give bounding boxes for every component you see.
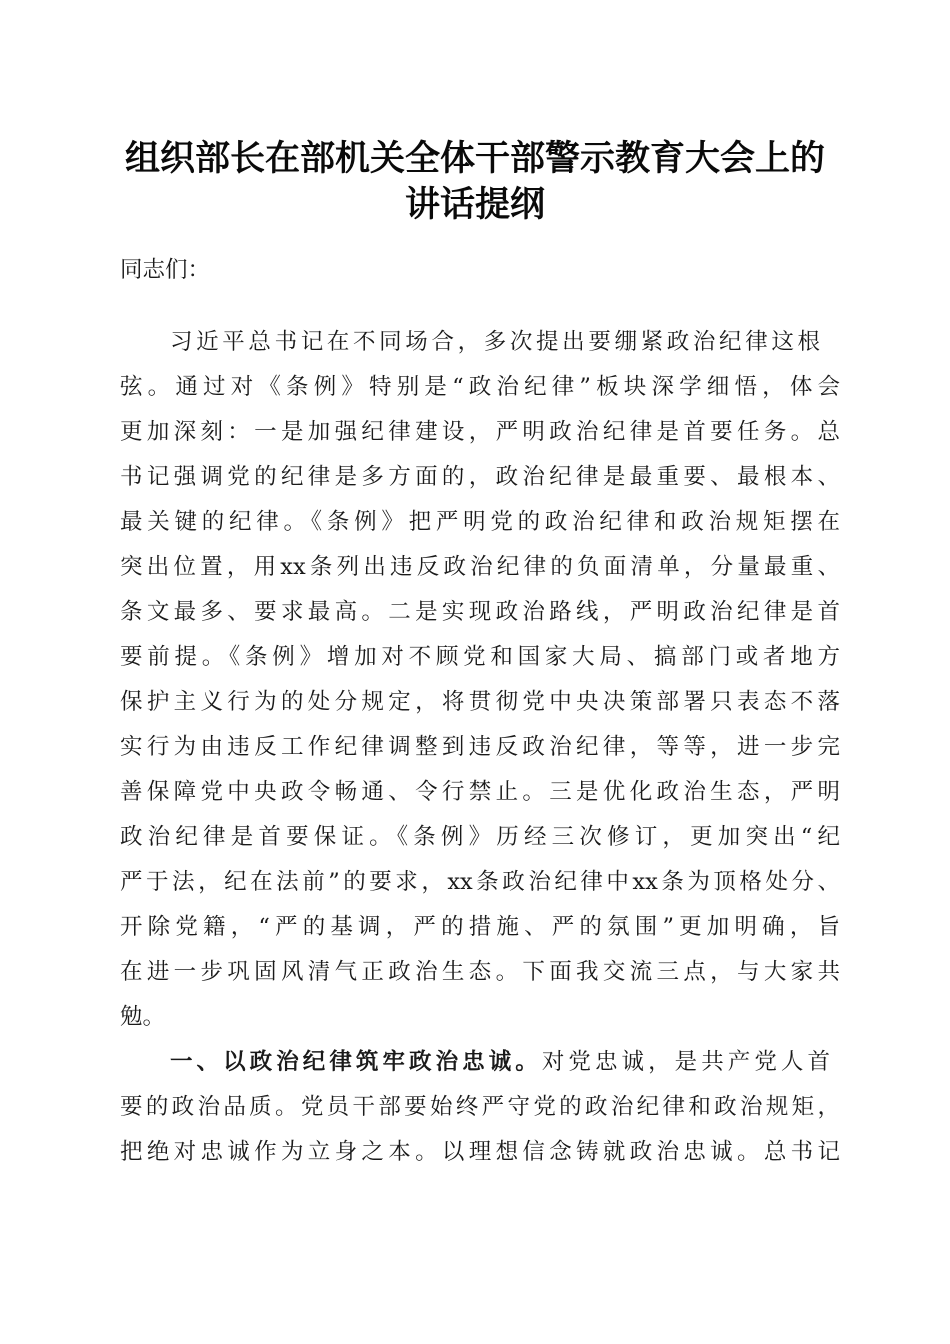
document-title-line-2: 讲话提纲 (404, 185, 545, 225)
paragraph-line: 勉。 (120, 1004, 166, 1030)
paragraph-line: 要的政治品质。党员干部要始终严守党的政治纪律和政治规矩， (120, 1094, 840, 1120)
section-1-heading: 一、以政治纪律筑牢政治忠诚。 (170, 1049, 542, 1075)
paragraph-line: 条文最多、要求最高。二是实现政治路线，严明政治纪律是首 (120, 599, 840, 625)
paragraph-line: 严于法，纪在法前”的要求，xx条政治纪律中xx条为顶格处分、 (120, 869, 840, 895)
paragraph-line: 开除党籍，“严的基调，严的措施、严的氛围”更加明确，旨 (120, 914, 840, 940)
section-1-first-line-text: 对党忠诚，是共产党人首 (541, 1049, 830, 1075)
paragraph-line: 政治纪律是首要保证。《条例》历经三次修订，更加突出“纪 (120, 824, 840, 850)
paragraph-line: 把绝对忠诚作为立身之本。以理想信念铸就政治忠诚。总书记 (120, 1139, 840, 1165)
paragraph-line: 实行为由违反工作纪律调整到违反政治纪律，等等，进一步完 (120, 734, 840, 760)
greeting: 同志们： (120, 257, 211, 283)
paragraph-line: 要前提。《条例》增加对不顾党和国家大局、搞部门或者地方 (120, 644, 840, 670)
document-title-line-1: 组织部长在部机关全体干部警示教育大会上的 (124, 139, 825, 179)
paragraph-line: 书记强调党的纪律是多方面的，政治纪律是最重要、最根本、 (120, 464, 840, 490)
paragraph-line: 习近平总书记在不同场合，多次提出要绷紧政治纪律这根 (170, 329, 820, 355)
paragraph-line: 保护主义行为的处分规定，将贯彻党中央决策部署只表态不落 (120, 689, 840, 715)
paragraph-line: 更加深刻：一是加强纪律建设，严明政治纪律是首要任务。总 (120, 419, 840, 445)
paragraph-line: 最关键的纪律。《条例》把严明党的政治纪律和政治规矩摆在 (120, 509, 840, 535)
paragraph-line: 弦。通过对《条例》特别是“政治纪律”板块深学细悟，体会 (120, 374, 840, 400)
paragraph-line: 善保障党中央政令畅通、令行禁止。三是优化政治生态，严明 (120, 779, 840, 805)
paragraph-line: 在进一步巩固风清气正政治生态。下面我交流三点，与大家共 (120, 959, 840, 985)
section-1-first-line (170, 1047, 830, 1077)
paragraph-line: 突出位置，用xx条列出违反政治纪律的负面清单，分量最重、 (120, 554, 840, 580)
